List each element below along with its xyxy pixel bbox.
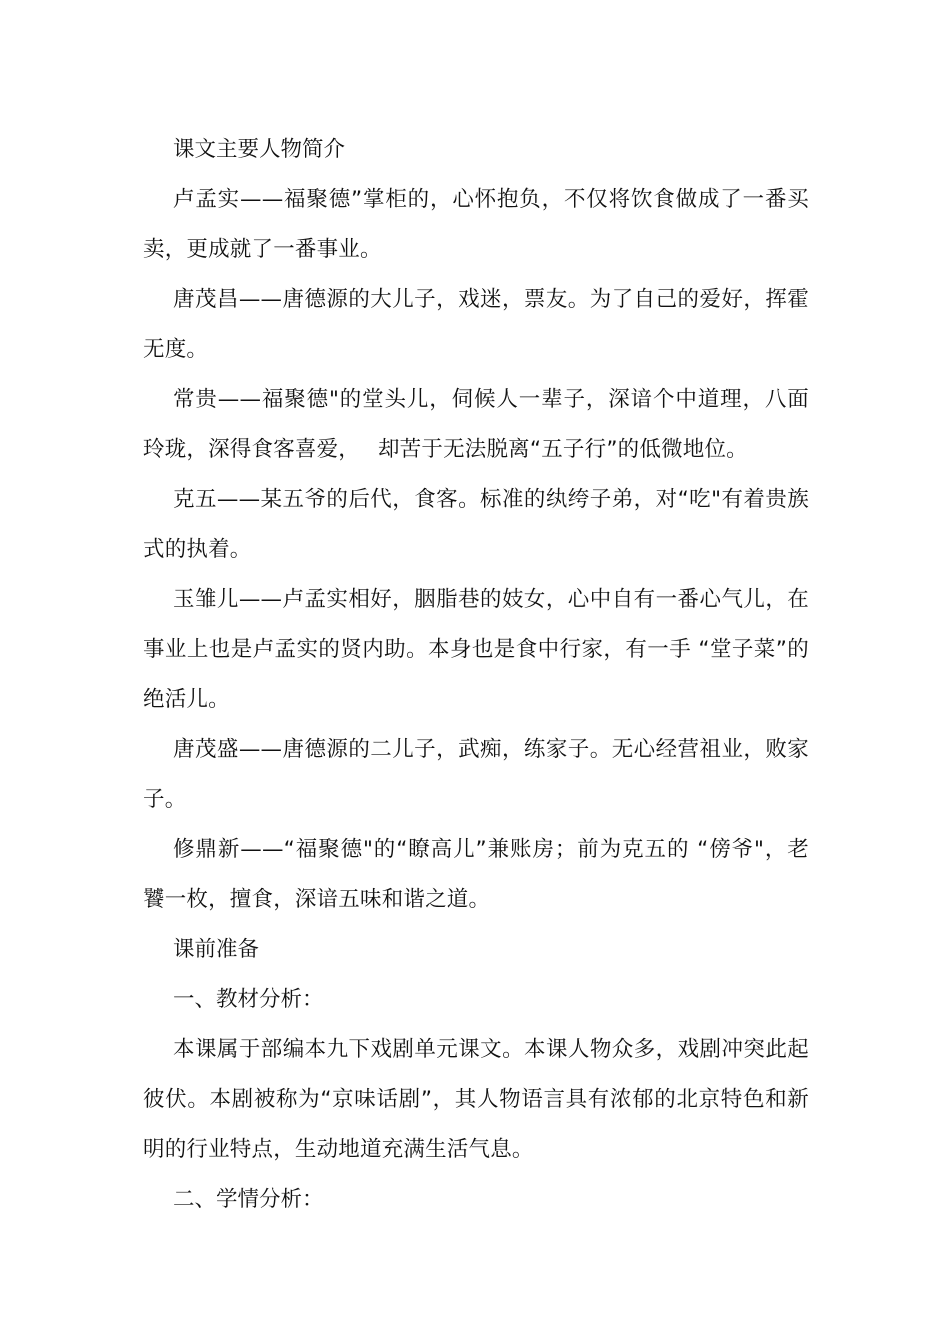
character-paragraph-ke-wu: 克五——某五爷的后代，食客。标准的纨绔子弟，对“吃"有着贵族式的执着。 bbox=[143, 487, 809, 562]
character-paragraph-xiu-dingxin: 修鼎新——“福聚德"的“瞭高儿”兼账房；前为克五的 “傍爷"，老饕一枚，擅食，深谙五味和谐之道。 bbox=[143, 837, 809, 912]
subheading-student-analysis: 二、学情分析： bbox=[173, 1187, 324, 1212]
section-heading: 课前准备 bbox=[173, 937, 260, 962]
character-paragraph-lu-mengshi: 卢孟实——福聚德”掌柜的，心怀抱负，不仅将饮食做成了一番买卖，更成就了一番事业。 bbox=[143, 187, 809, 262]
document-title: 课文主要人物简介 bbox=[173, 137, 346, 162]
document-page bbox=[143, 125, 809, 1225]
character-paragraph-tang-maosheng: 唐茂盛——唐德源的二儿子，武痴，练家子。无心经营祖业，败家子。 bbox=[143, 737, 809, 812]
analysis-paragraph: 本课属于部编本九下戏剧单元课文。本课人物众多，戏剧冲突此起彼伏。本剧被称为“京味话剧”，其人物语言具有浓郁的北京特色和新明的行业特点，生动地道充满生活气息。 bbox=[143, 1037, 809, 1162]
character-paragraph-yu-chuer: 玉雏儿——卢孟实相好，胭脂巷的妓女，心中自有一番心气儿，在事业上也是卢孟实的贤内助。本身也是食中行家，有一手 “堂子菜”的绝活儿。 bbox=[143, 587, 809, 712]
character-paragraph-chang-gui: 常贵——福聚德"的堂头儿，伺候人一辈子，深谙个中道理，八面玲珑，深得食客喜爱， 却苦于无法脱离“五子行”的低微地位。 bbox=[143, 387, 809, 462]
character-paragraph-tang-maochang: 唐茂昌——唐德源的大儿子，戏迷，票友。为了自己的爱好，挥霍无度。 bbox=[143, 287, 809, 362]
subheading-textbook-analysis: 一、教材分析： bbox=[173, 987, 324, 1012]
